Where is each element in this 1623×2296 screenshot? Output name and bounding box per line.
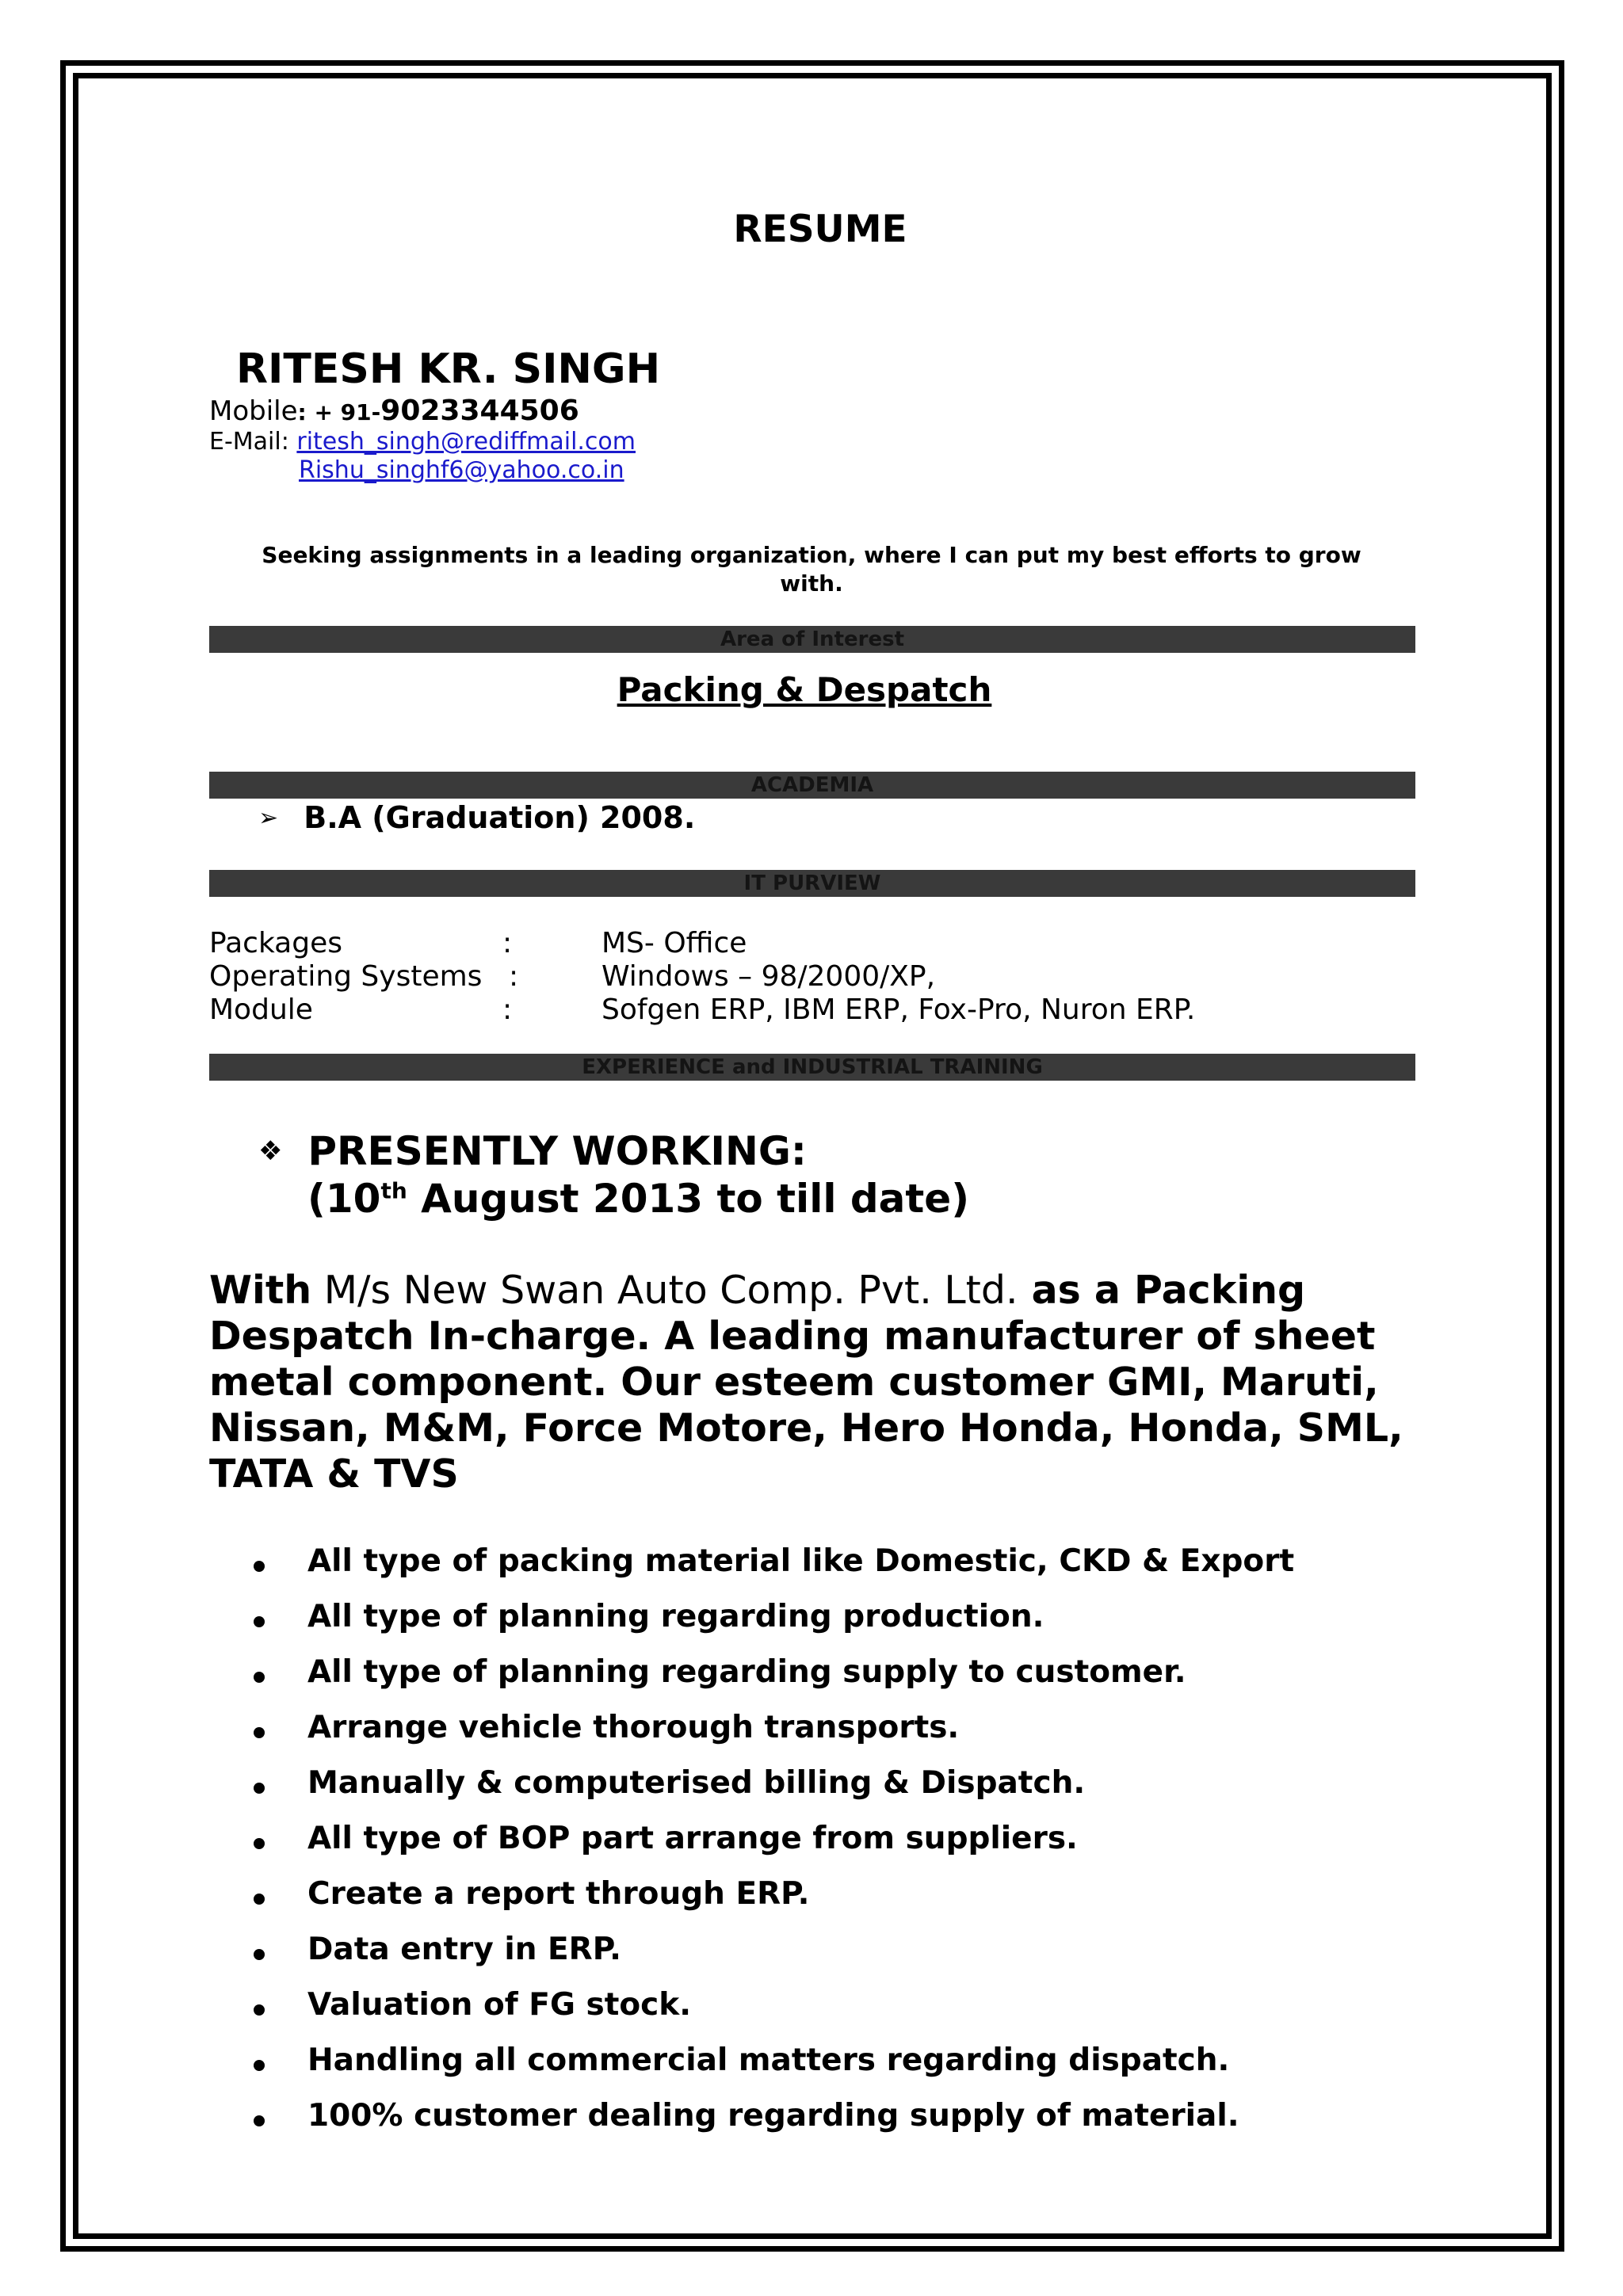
email-link-2[interactable]: Rishu_singhf6@yahoo.co.in (299, 456, 624, 484)
bullet-dot-icon (254, 1949, 265, 1960)
it-label: Operating Systems (209, 960, 483, 993)
experience-desc-line-5: TATA & TVS (209, 1451, 459, 1497)
section-bar-area-of-interest: Area of Interest (209, 626, 1415, 653)
bullet-dot-icon (254, 1561, 265, 1572)
experience-desc-line-2: Despatch In-charge. A leading manufacturer of sheet (209, 1314, 1376, 1359)
it-value: Sofgen ERP, IBM ERP, Fox-Pro, Nuron ERP. (601, 994, 1196, 1026)
bullet-dot-icon (254, 1672, 265, 1683)
section-bar-it-purview: IT PURVIEW (209, 870, 1415, 897)
it-label: Packages (209, 927, 342, 959)
bullet-dot-icon (254, 1894, 265, 1905)
mobile-number: 9023344506 (380, 395, 579, 427)
period-superscript: th (380, 1177, 407, 1204)
it-sep: : (502, 927, 513, 959)
bullet-dot-icon (254, 2004, 265, 2016)
it-value: MS- Office (601, 927, 747, 959)
academia-text: B.A (Graduation) 2008. (304, 800, 696, 835)
presently-working-heading (258, 1128, 807, 1174)
area-of-interest-text: Packing & Despatch (617, 670, 992, 709)
mobile-line (209, 395, 579, 427)
email-label: E-Mail: (209, 428, 289, 456)
with-word: With (209, 1268, 312, 1313)
email-link-1[interactable]: ritesh_singh@rediffmail.com (296, 428, 636, 456)
mobile-label: Mobile (209, 395, 298, 427)
presently-working-text: PRESENTLY WORKING: (307, 1128, 807, 1174)
academia-item (258, 800, 695, 835)
bullet-dot-icon (254, 2060, 265, 2071)
it-value: Windows – 98/2000/XP, (601, 960, 936, 993)
it-sep: : (502, 994, 513, 1026)
bullet-dot-icon (254, 1727, 265, 1738)
mobile-prefix: : + 91- (297, 399, 381, 425)
experience-desc-line-1 (209, 1268, 1305, 1313)
bullet-dot-icon (254, 1783, 265, 1794)
employment-period (307, 1176, 969, 1222)
objective-line-1: Seeking assignments in a leading organization, where I can put my best efforts to grow (262, 542, 1361, 568)
section-bar-experience: EXPERIENCE and INDUSTRIAL TRAINING (209, 1054, 1415, 1081)
it-sep: : (509, 960, 519, 993)
experience-desc-line-3: metal component. Our esteem customer GMI, Maruti, (209, 1360, 1379, 1405)
period-end: August 2013 to till date) (407, 1176, 970, 1222)
email-line (209, 428, 636, 456)
bullet-dot-icon (254, 1616, 265, 1627)
area-of-interest-value (0, 670, 1617, 709)
company-name: M/s New Swan Auto Comp. Pvt. Ltd. (311, 1268, 1018, 1313)
role-part: as a Packing (1018, 1268, 1306, 1313)
resume-title: RESUME (733, 208, 907, 251)
section-bar-academia: ACADEMIA (209, 772, 1415, 799)
bullet-dot-icon (254, 1838, 265, 1849)
objective-line-2: with. (780, 570, 843, 597)
experience-desc-line-4: Nissan, M&M, Force Motore, Hero Honda, Honda, SML, (209, 1405, 1403, 1451)
it-label: Module (209, 994, 313, 1026)
period-start: (10 (307, 1176, 381, 1222)
bullet-dot-icon (254, 2115, 265, 2126)
diamond-bullet-icon: ❖ (258, 1135, 283, 1167)
email-line-2 (299, 456, 624, 484)
arrow-bullet-icon: ➢ (258, 804, 279, 832)
candidate-name: RITESH KR. SINGH (236, 345, 661, 393)
